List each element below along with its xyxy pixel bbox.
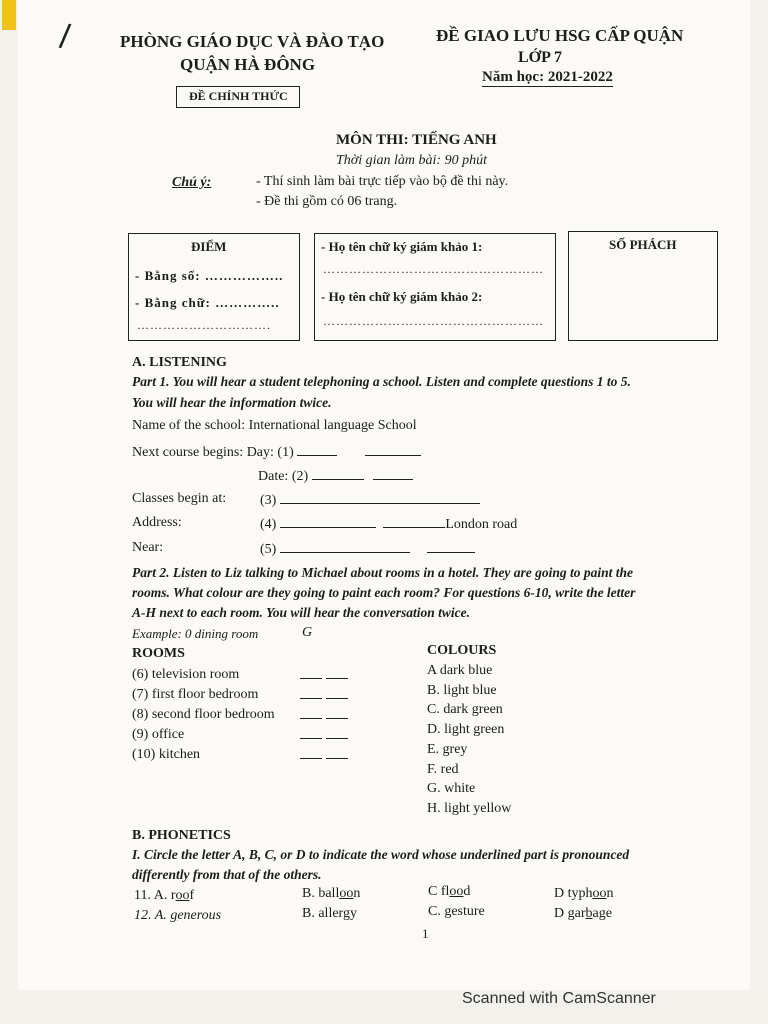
- school-year: Năm học: 2021-2022: [482, 69, 613, 85]
- near-label: Near:: [132, 540, 164, 555]
- near-answer: (5): [260, 540, 475, 558]
- department-line1: PHÒNG GIÁO DỤC VÀ ĐÀO TẠO: [120, 32, 385, 51]
- answer-line-3[interactable]: [280, 491, 480, 504]
- scanner-watermark: Scanned with CamScanner: [462, 990, 656, 1007]
- part2-instruction-line1: Part 2. Listen to Liz talking to Michael about rooms in a hotel. They are going to paint the: [132, 565, 634, 580]
- colour-item: G. white: [427, 781, 476, 797]
- score-box: [128, 233, 300, 341]
- q11-option-c: C flood: [428, 884, 471, 899]
- pen-mark: /: [57, 17, 73, 57]
- time-allowed: Thời gian làm bài: 90 phút: [336, 153, 487, 168]
- answer-line-7b: [326, 686, 348, 699]
- q11-option-d: D typhoon: [554, 886, 614, 901]
- answer-line-10b: [326, 746, 348, 759]
- address-label: Address:: [132, 515, 182, 530]
- exam-title-line2: LỚP 7: [518, 49, 563, 66]
- answer-line-1b[interactable]: [365, 443, 421, 456]
- answer-line-5a[interactable]: [280, 540, 410, 553]
- answer-line-5b[interactable]: [427, 540, 475, 553]
- q11-option-b: B. balloon: [302, 886, 361, 901]
- note-line1: - Thí sinh làm bài trực tiếp vào bộ đề thi này.: [256, 174, 509, 189]
- next-course-label: Next course begins: Day: (1): [132, 443, 421, 461]
- question-12: 12. A. generous: [134, 908, 222, 923]
- note-label: Chú ý:: [172, 175, 212, 190]
- answer-line-8[interactable]: [300, 706, 322, 719]
- q12-option-c: C. gesture: [428, 904, 485, 919]
- question-11: 11. A. roof: [134, 888, 195, 903]
- part2-instruction-line2: rooms. What colour are they going to paint each room? For questions 6-10, write the letter: [132, 585, 636, 600]
- subject-title: MÔN THI: TIẾNG ANH: [336, 132, 497, 148]
- note-line2: - Đề thi gồm có 06 trang.: [256, 194, 398, 209]
- colour-item: H. light yellow: [427, 800, 512, 816]
- score-extra-line: ………………………….: [137, 318, 271, 332]
- colour-item: E. grey: [427, 741, 468, 757]
- colours-list: [427, 661, 511, 819]
- code-title: SỐ PHÁCH: [609, 237, 677, 252]
- examiner1-label: - Họ tên chữ ký giám khảo 1:: [321, 239, 483, 254]
- phonetics-heading: B. PHONETICS: [132, 828, 231, 843]
- room-item: (9) office: [132, 727, 185, 742]
- score-title: ĐIỂM: [191, 239, 227, 254]
- exam-title-line1: ĐỀ GIAO LƯU HSG CẤP QUẬN: [436, 26, 684, 45]
- listening-heading: A. LISTENING: [132, 355, 227, 370]
- phonetics-instruction-line2: differently from that of the others.: [132, 867, 322, 882]
- address-answer: (4) London road: [260, 517, 518, 532]
- answer-line-6[interactable]: [300, 666, 322, 679]
- department-line2: QUẬN HÀ ĐÔNG: [180, 55, 316, 74]
- answer-line-2a[interactable]: [312, 467, 364, 480]
- colours-heading: COLOURS: [427, 643, 497, 658]
- example-label: Example: 0 dining room: [132, 626, 259, 641]
- answer-line-10[interactable]: [300, 746, 322, 759]
- part1-instruction-line2: You will hear the information twice.: [132, 395, 332, 410]
- rooms-list: [132, 665, 275, 765]
- code-box: [568, 231, 718, 341]
- rooms-heading: ROOMS: [132, 646, 185, 661]
- school-name: Name of the school: International language School: [132, 418, 417, 433]
- colour-item: B. light blue: [427, 682, 497, 698]
- phonetics-instruction-line1: I. Circle the letter A, B, C, or D to indicate the word whose underlined part is pronounced: [132, 847, 630, 862]
- part2-instruction-line3: A-H next to each room. You will hear the conversation twice.: [132, 605, 471, 620]
- answer-line-2b[interactable]: [373, 467, 413, 480]
- answer-line-4b[interactable]: [383, 515, 445, 528]
- classes-label: Classes begin at:: [132, 491, 227, 506]
- example-answer: G: [302, 625, 313, 640]
- room-item: (7) first floor bedroom: [132, 687, 259, 702]
- part1-instruction-line1: Part 1. You will hear a student telephoning a school. Listen and complete questions 1 to 5.: [132, 374, 631, 389]
- score-in-words: - Bằng chữ: …………..: [135, 295, 280, 310]
- room-item: (8) second floor bedroom: [132, 707, 275, 722]
- examiner2-dots: ……………………………………………: [323, 314, 544, 328]
- answer-line-9b: [326, 726, 348, 739]
- classes-answer: (3): [260, 491, 480, 509]
- official-stamp-box: [176, 86, 300, 108]
- answer-line-6b: [326, 666, 348, 679]
- room-answer-lines: [300, 665, 348, 765]
- q12-option-d: D garbage: [554, 906, 612, 921]
- examiner-box: [314, 233, 556, 341]
- examiner1-dots: ……………………………………………: [323, 262, 544, 276]
- room-item: (6) television room: [132, 667, 240, 682]
- room-item: (10) kitchen: [132, 747, 201, 762]
- page-number: 1: [422, 926, 429, 941]
- examiner2-label: - Họ tên chữ ký giám khảo 2:: [321, 289, 483, 304]
- answer-line-9[interactable]: [300, 726, 322, 739]
- colour-item: C. dark green: [427, 702, 503, 718]
- q12-option-b: B. allergy: [302, 906, 357, 921]
- colour-item: A dark blue: [427, 663, 493, 678]
- answer-line-8b: [326, 706, 348, 719]
- colour-item: D. light green: [427, 722, 505, 738]
- answer-line-4a[interactable]: [280, 515, 376, 528]
- sheet-edge-marker: [2, 0, 16, 30]
- answer-line-1a[interactable]: [297, 443, 337, 456]
- official-label: ĐỀ CHÍNH THỨC: [189, 89, 288, 103]
- date-label: Date: (2): [258, 467, 413, 485]
- score-in-numbers: - Bằng số: ……………..: [135, 268, 284, 283]
- answer-line-7[interactable]: [300, 686, 322, 699]
- colour-item: F. red: [427, 761, 459, 777]
